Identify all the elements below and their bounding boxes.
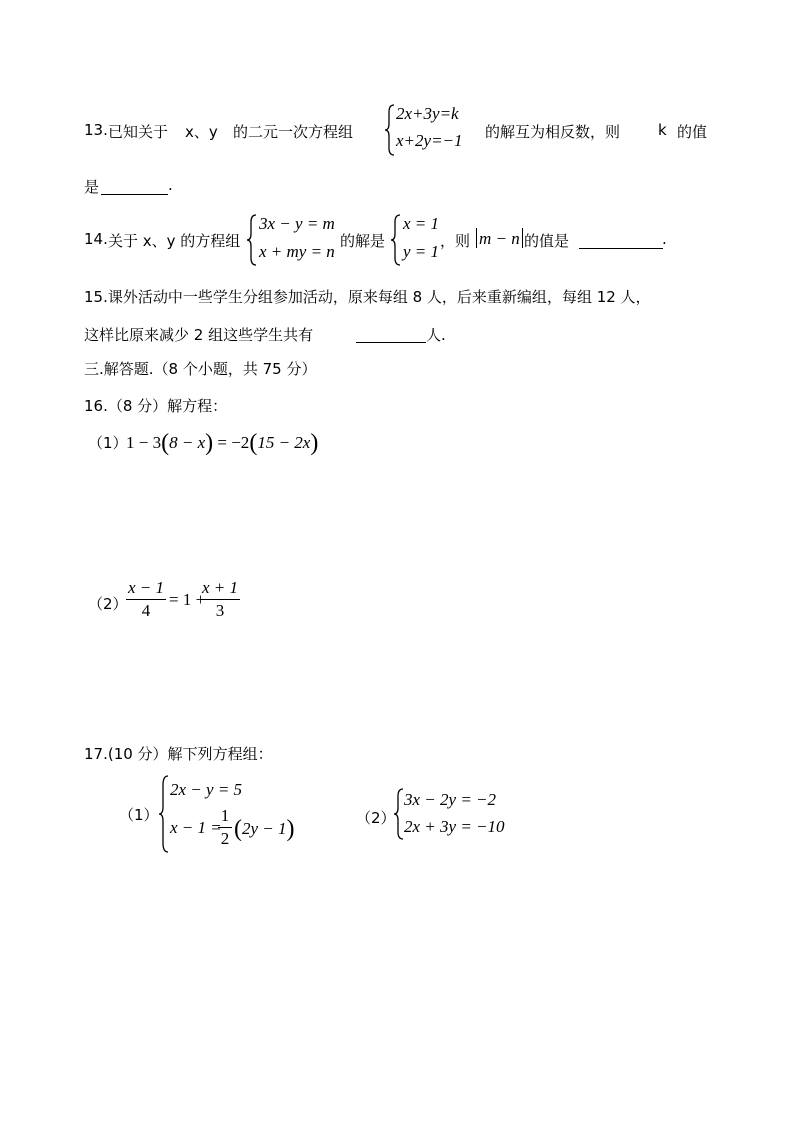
answer-blank [101, 194, 168, 195]
q14-end: . [662, 230, 667, 248]
fraction-bar [218, 827, 232, 828]
denominator: 3 [215, 601, 225, 620]
expr: 1 − 3 [126, 433, 162, 452]
q14-text: ，则 [440, 232, 471, 250]
q17-part2-equation-1: 3x − 2y = −2 [404, 790, 497, 809]
q14-abs-expression [474, 228, 525, 249]
answer-blank [579, 248, 663, 249]
q14-number: 14. [84, 230, 108, 248]
q17-header: 17.(10 分）解下列方程组： [84, 745, 273, 763]
expr: = −2 [213, 433, 250, 452]
numerator: x − 1 [127, 578, 165, 597]
numerator: 1 [220, 806, 230, 825]
fraction-bar [126, 599, 166, 600]
q13-text: 的解互为相反数，则 [485, 123, 621, 141]
expr: 15 − 2x [257, 433, 311, 452]
left-brace [384, 104, 396, 156]
q14-equation-2: x + my = n [259, 242, 335, 261]
q13-vars: x、y [185, 123, 218, 141]
q14-text: 关于 x、y 的方程组 [108, 232, 241, 250]
q15-line-2: 这样比原来减少 2 组这些学生共有 [84, 326, 314, 344]
q13-end: . [168, 176, 173, 194]
q16-part2-label: （2） [88, 595, 128, 613]
left-brace [246, 214, 258, 266]
q13-number: 13. [84, 121, 108, 139]
q15-end: 人. [426, 326, 446, 344]
q16-header: 16.（8 分）解方程： [84, 397, 228, 415]
q14-text: 的值是 [524, 232, 570, 250]
denominator: 2 [220, 829, 230, 848]
q13-text: 是 [84, 178, 100, 196]
section-heading: 三.解答题.（8 个小题，共 75 分） [84, 360, 317, 378]
q17-part2-label: （2） [356, 809, 396, 827]
q13-text: 已知关于 [108, 123, 169, 141]
q13-k: k [658, 121, 667, 139]
q17-part1-equation-2-left: x − 1 = [170, 818, 222, 837]
q15-line-1: 15.课外活动中一些学生分组参加活动，原来每组 8 人，后来重新编组，每组 12 人， [84, 288, 651, 306]
q16-part1-equation: 1 − 3(8 − x) = −2(15 − 2x) [126, 430, 319, 456]
q17-part1-equation-1: 2x − y = 5 [170, 780, 243, 799]
q13-equation-2: x+2y=−1 [396, 131, 463, 150]
q17-part1-paren-expression: (2y − 1) [234, 816, 295, 842]
fraction [126, 578, 166, 621]
q16-part2-middle: = 1 + [169, 590, 206, 609]
expr: 8 − x [169, 433, 206, 452]
fraction [200, 578, 240, 621]
q14-solution-1: x = 1 [403, 214, 440, 233]
expr: 2y − 1 [242, 819, 287, 838]
q16-part1-label: （1） [88, 434, 128, 452]
answer-blank [356, 342, 426, 343]
denominator: 4 [141, 601, 151, 620]
left-brace [158, 775, 170, 853]
fraction [218, 806, 232, 849]
left-brace [390, 214, 402, 266]
q14-equation-1: 3x − y = m [259, 214, 335, 233]
q14-solution-2: y = 1 [403, 242, 440, 261]
q13-equation-1: 2x+3y=k [396, 104, 459, 123]
fraction-bar [200, 599, 240, 600]
q17-part1-label: （1） [119, 806, 159, 824]
q14-text: 的解是 [340, 232, 386, 250]
q14-abs-inner: m − n [479, 229, 520, 248]
q13-text: 的值 [677, 123, 708, 141]
q13-text: 的二元一次方程组 [233, 123, 354, 141]
q17-part2-equation-2: 2x + 3y = −10 [404, 817, 505, 836]
numerator: x + 1 [201, 578, 239, 597]
